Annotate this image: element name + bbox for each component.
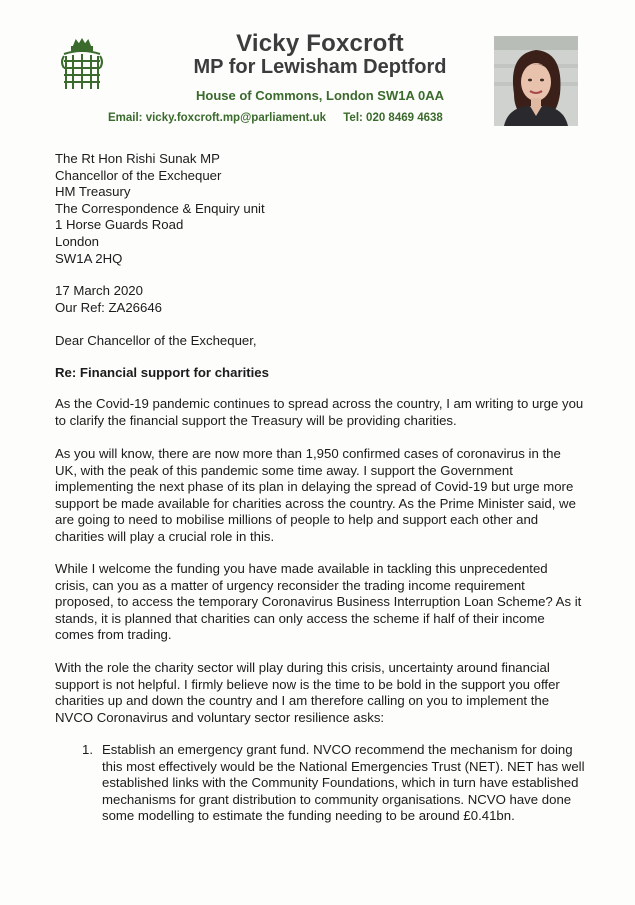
paragraph-line: UK, with the peak of this pandemic some time away. I support the Government bbox=[55, 462, 513, 478]
paragraph-line: comes from trading. bbox=[55, 627, 172, 643]
paragraph-line: As the Covid-19 pandemic continues to spread across the country, I am writing to urge you bbox=[55, 396, 584, 411]
paragraph-line: to clarify the financial support the Treasury will be providing charities. bbox=[55, 412, 457, 428]
recipient-line: HM Treasury bbox=[55, 184, 131, 200]
ask-number: 1. bbox=[82, 742, 93, 757]
ask-text bbox=[102, 742, 587, 825]
contact-line bbox=[108, 112, 500, 124]
letter-date: 17 March 2020 bbox=[55, 283, 143, 298]
mp-constituency: MP for Lewisham Deptford bbox=[193, 56, 447, 78]
paragraph-line: implementing the next phase of its plan in delaying the spread of Covid-19 but urge more bbox=[55, 479, 574, 495]
letter-reference: Our Ref: ZA26646 bbox=[55, 299, 163, 315]
paragraph-1 bbox=[55, 396, 587, 429]
paragraph-2 bbox=[55, 446, 587, 546]
office-address: House of Commons, London SW1A 0AA bbox=[196, 88, 444, 103]
paragraph-line: support be made available for charities across the country. As the Prime Minister said, we bbox=[55, 495, 576, 511]
ask-line: Establish an emergency grant fund. NVCO recommend the mechanism for doing bbox=[102, 742, 573, 757]
recipient-line: The Rt Hon Rishi Sunak MP bbox=[55, 151, 220, 166]
paragraph-line: As you will know, there are now more than 1,950 confirmed cases of coronavirus in the bbox=[55, 446, 561, 461]
paragraph-line: charities up and down the country and I am therefore calling on you to implement the bbox=[55, 693, 550, 709]
recipient-line: SW1A 2HQ bbox=[55, 250, 123, 266]
telephone-number: Tel: 020 8469 4638 bbox=[343, 112, 443, 124]
recipient-line: 1 Horse Guards Road bbox=[55, 217, 184, 233]
paragraph-line: stands, it is planned that charities can only access the scheme if half of their income bbox=[55, 610, 545, 626]
paragraph-line: While I welcome the funding you have made available in tackling this unprecedented bbox=[55, 561, 548, 576]
portrait-photo bbox=[494, 36, 578, 126]
paragraph-4 bbox=[55, 660, 587, 726]
subject-line: Re: Financial support for charities bbox=[55, 365, 269, 380]
paragraph-line: are going to need to mobilise millions of people to help and support each other and bbox=[55, 512, 539, 528]
paragraph-line: crisis, can you as a matter of urgency reconsider the trading income requirement bbox=[55, 577, 525, 593]
email-address[interactable]: Email: vicky.foxcroft.mp@parliament.uk bbox=[108, 112, 327, 124]
paragraph-line: With the role the charity sector will play during this crisis, uncertainty around financial bbox=[55, 660, 550, 675]
paragraph-line: NVCO Coronavirus and voluntary sector resilience asks: bbox=[55, 709, 385, 725]
salutation: Dear Chancellor of the Exchequer, bbox=[55, 333, 257, 348]
recipient-line: London bbox=[55, 233, 100, 249]
recipient-address bbox=[55, 151, 265, 267]
paragraph-line: proposed, to access the temporary Coronavirus Business Interruption Loan Scheme? As it bbox=[55, 594, 582, 610]
recipient-line: The Correspondence & Enquiry unit bbox=[55, 200, 265, 216]
ask-line: established links with the Community Foundations, which in turn have established bbox=[102, 775, 579, 791]
ask-line: some modelling to estimate the funding needing to be around £0.41bn. bbox=[102, 808, 515, 824]
ask-list-item bbox=[82, 742, 587, 825]
date-reference-block bbox=[55, 283, 162, 316]
recipient-line: Chancellor of the Exchequer bbox=[55, 167, 222, 183]
paragraph-3 bbox=[55, 561, 587, 644]
ask-line: mechanisms for grant distribution to community organisations. NCVO have done bbox=[102, 791, 572, 807]
portcullis-icon bbox=[60, 38, 104, 90]
mp-name: Vicky Foxcroft bbox=[236, 30, 404, 57]
ask-line: this most effectively would be the National Emergencies Trust (NET). NET has well bbox=[102, 758, 585, 774]
paragraph-line: support is not helpful. I firmly believe now is the time to be bold in the support you offer bbox=[55, 676, 560, 692]
paragraph-line: charities will play a crucial role in this. bbox=[55, 528, 275, 544]
